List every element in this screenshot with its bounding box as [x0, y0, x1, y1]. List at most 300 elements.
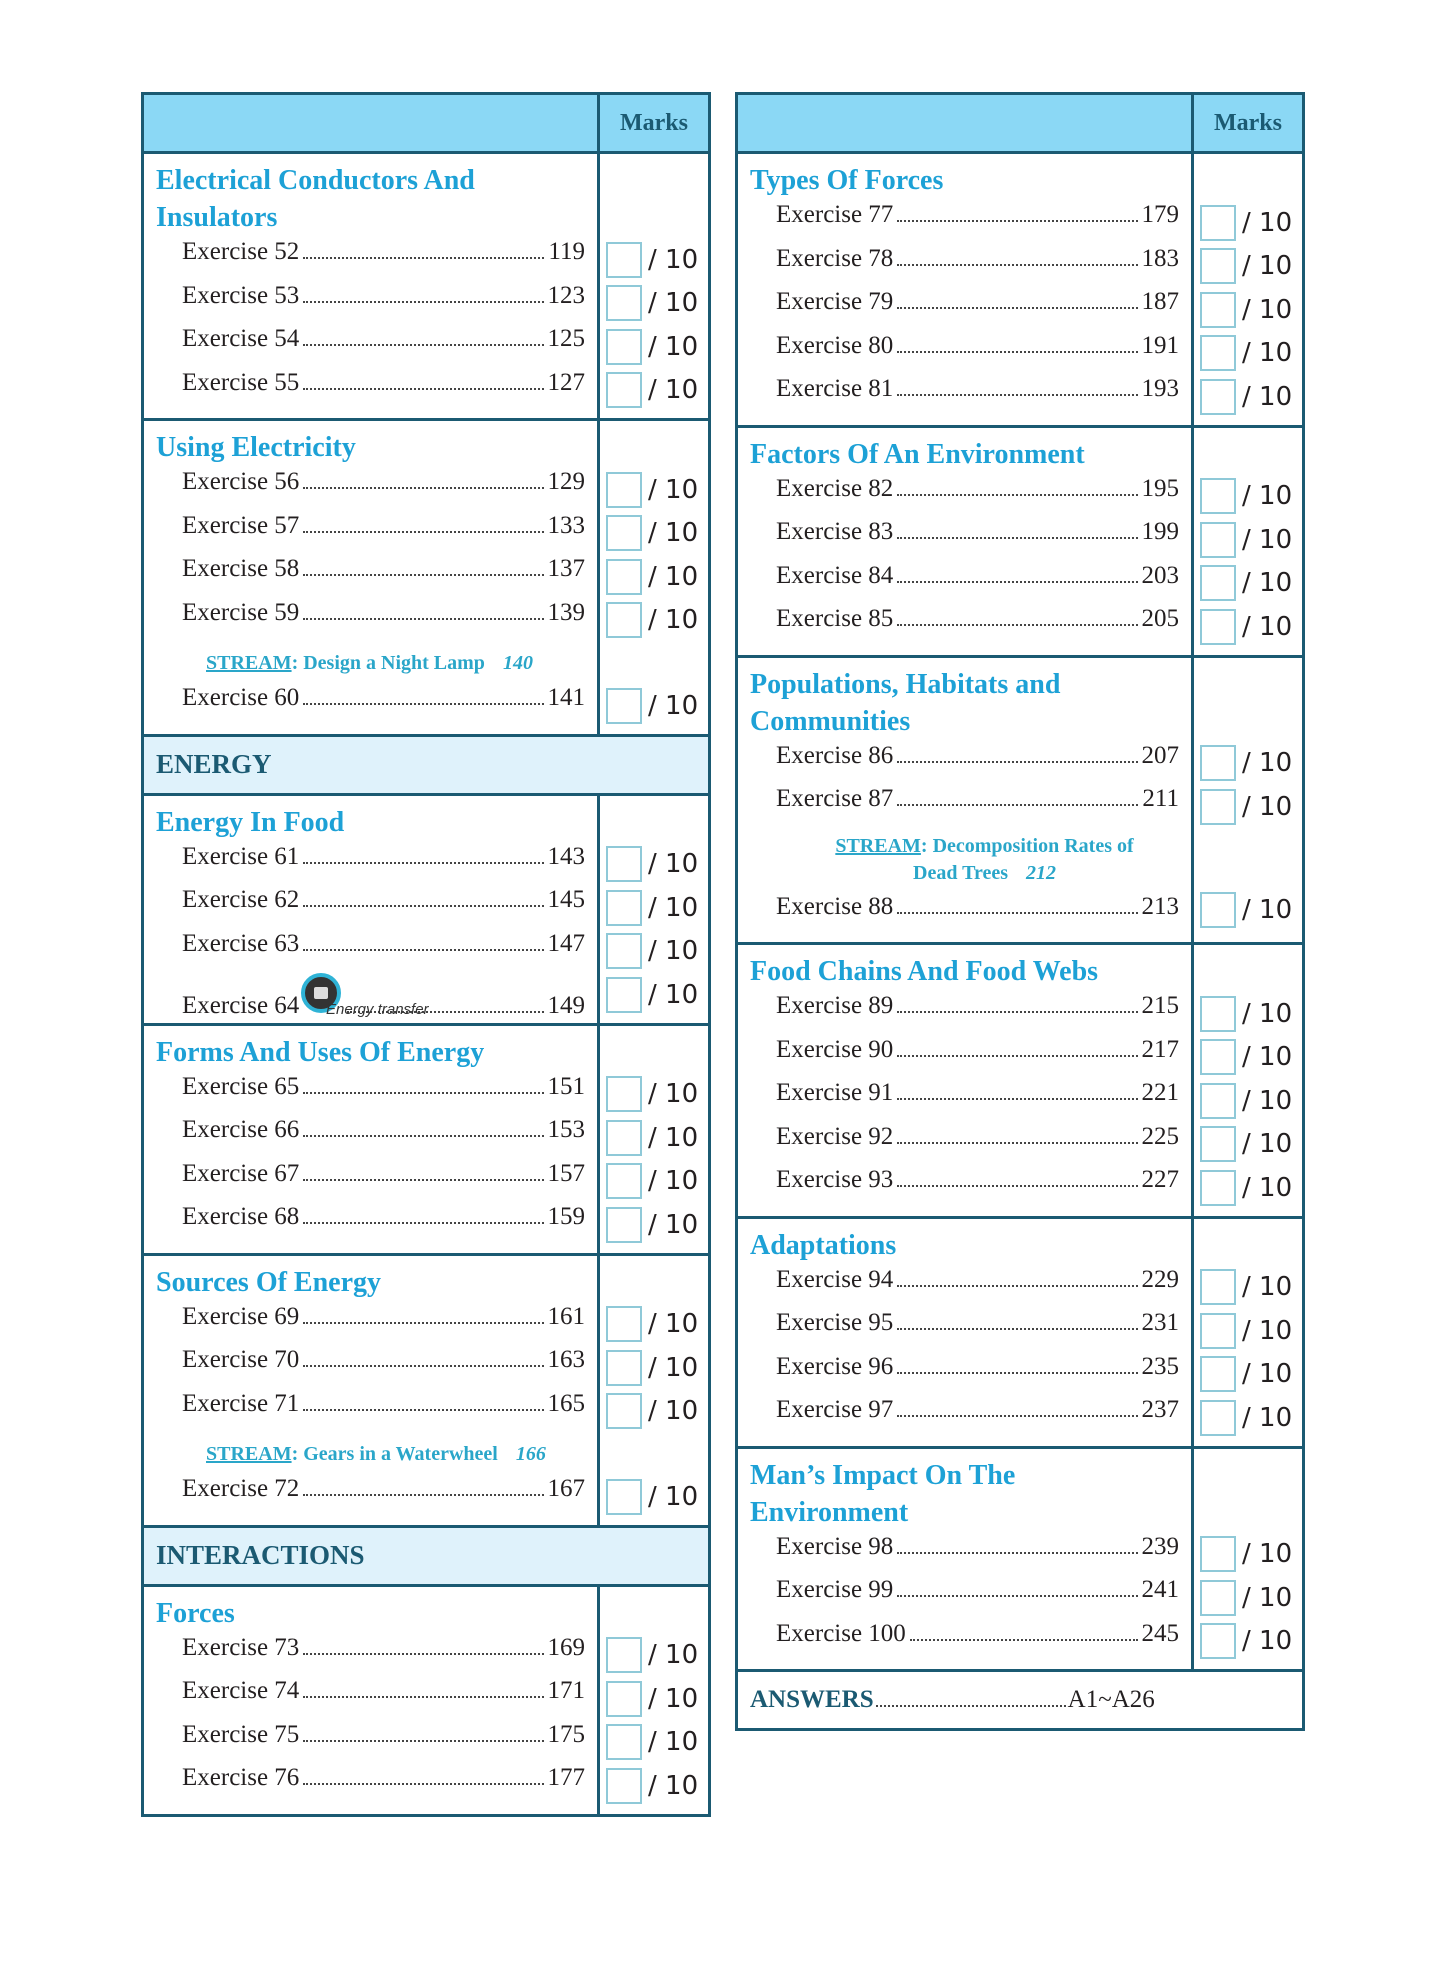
marks-input-box[interactable]	[606, 1076, 642, 1112]
page-number: 211	[1142, 785, 1179, 812]
marks-out-of: / 10	[1242, 481, 1293, 512]
exercise-row[interactable]	[750, 1309, 1179, 1353]
marks-cell	[600, 325, 708, 369]
marks-cell	[1194, 245, 1302, 289]
marks-cell	[1194, 785, 1302, 829]
marks-cell	[600, 512, 708, 556]
marks-cell	[600, 973, 708, 1017]
exercise-row[interactable]	[156, 512, 585, 556]
exercise-row[interactable]	[750, 1620, 1179, 1664]
dot-leader	[303, 949, 543, 951]
exercise-row[interactable]	[156, 1346, 585, 1390]
right-contents-table	[735, 92, 1305, 1731]
exercise-row[interactable]	[750, 1079, 1179, 1123]
exercise-row[interactable]	[750, 1166, 1179, 1210]
topic-title[interactable]: Electrical Conductors And Insulators	[156, 165, 475, 233]
dot-leader	[897, 1055, 1137, 1057]
topic-title[interactable]: Populations, Habitats and Communities	[750, 668, 1061, 737]
marks-cell	[1194, 475, 1302, 519]
energy-transfer-caption: Energy transfer	[326, 1001, 429, 1018]
marks-input-box[interactable]	[1200, 335, 1236, 371]
exercise-row[interactable]	[156, 973, 585, 1017]
exercise-label: Exercise 95	[776, 1309, 894, 1336]
page-number: 169	[547, 1633, 585, 1661]
topic-title[interactable]: Adaptations	[750, 1229, 897, 1261]
exercise-row[interactable]	[156, 843, 585, 887]
topic-entries	[738, 658, 1194, 943]
marks-out-of: / 10	[1242, 1359, 1293, 1390]
marks-cell	[600, 843, 708, 887]
topic-section	[738, 1219, 1302, 1449]
marks-out-of: / 10	[1242, 1315, 1293, 1346]
table-header	[144, 95, 708, 154]
topic-entries	[738, 154, 1194, 425]
page-number: 119	[548, 238, 585, 265]
page-number: 207	[1141, 741, 1179, 769]
exercise-label: Exercise 56	[182, 468, 300, 495]
stream-page: 212	[1026, 861, 1056, 884]
marks-column	[1194, 428, 1302, 655]
exercise-row[interactable]	[750, 742, 1179, 786]
marks-input-box[interactable]	[1200, 205, 1236, 241]
marks-cell	[600, 930, 708, 974]
dot-leader	[303, 1179, 543, 1181]
marks-out-of: / 10	[1242, 524, 1293, 555]
marks-column	[600, 421, 708, 734]
page-number: 123	[547, 281, 585, 309]
marks-input-box[interactable]	[606, 977, 642, 1013]
marks-input-box[interactable]	[1200, 522, 1236, 558]
marks-out-of: / 10	[1242, 1085, 1293, 1116]
marks-input-box[interactable]	[1200, 1170, 1236, 1206]
marks-cell	[1194, 1533, 1302, 1577]
exercise-row[interactable]	[750, 332, 1179, 376]
marks-out-of: / 10	[648, 1396, 699, 1427]
exercise-label: Exercise 97	[776, 1396, 894, 1423]
dot-leader	[303, 1653, 543, 1655]
exercise-label: Exercise 74	[182, 1677, 300, 1704]
topic-section	[144, 154, 708, 421]
dot-leader	[897, 1011, 1137, 1013]
marks-input-box[interactable]	[606, 1681, 642, 1717]
dot-leader	[303, 1696, 543, 1698]
marks-input-box[interactable]	[606, 846, 642, 882]
topic-title[interactable]: Types Of Forces	[750, 165, 944, 196]
exercise-label: Exercise 83	[776, 518, 894, 545]
marks-out-of: / 10	[648, 375, 699, 406]
exercise-row[interactable]	[750, 562, 1179, 606]
stream-activity-link[interactable]	[156, 642, 585, 684]
exercise-label: Exercise 59	[182, 598, 300, 626]
marks-cell	[1194, 375, 1302, 419]
marks-cell	[600, 1721, 708, 1765]
marks-input-box[interactable]	[1200, 565, 1236, 601]
marks-column	[600, 796, 708, 1023]
exercise-row[interactable]	[750, 1266, 1179, 1310]
stream-activity-link[interactable]	[750, 829, 1179, 893]
page-number: 177	[547, 1764, 585, 1791]
topic-title[interactable]: Forms And Uses Of Energy	[156, 1036, 485, 1068]
marks-cell	[1194, 992, 1302, 1036]
marks-input-box[interactable]	[1200, 745, 1236, 781]
topic-title[interactable]: Man’s Impact On The Environment	[750, 1459, 1016, 1528]
marks-input-box[interactable]	[606, 1350, 642, 1386]
marks-column	[600, 1587, 708, 1814]
marks-out-of: / 10	[648, 1079, 699, 1110]
marks-input-box[interactable]	[1200, 1269, 1236, 1305]
exercise-row[interactable]	[156, 1721, 585, 1765]
exercise-label: Exercise 78	[776, 244, 894, 272]
marks-out-of: / 10	[648, 244, 699, 275]
marks-input-box[interactable]	[1200, 1039, 1236, 1075]
title-spacer	[1194, 953, 1302, 992]
dot-leader	[897, 1185, 1137, 1187]
topic-section	[738, 428, 1302, 658]
marks-cell	[600, 238, 708, 282]
exercise-row[interactable]	[156, 1634, 585, 1678]
dot-leader	[303, 1322, 543, 1324]
dot-leader	[897, 1595, 1137, 1597]
stream-title: : Decomposition Rates of	[920, 834, 1134, 857]
page-number: 229	[1141, 1265, 1179, 1293]
exercise-label: Exercise 65	[182, 1072, 300, 1100]
marks-input-box[interactable]	[606, 602, 642, 638]
exercise-row[interactable]	[156, 468, 585, 512]
page-number: 237	[1141, 1396, 1179, 1423]
topic-title[interactable]: Forces	[156, 1597, 235, 1629]
exercise-row[interactable]	[156, 1073, 585, 1117]
marks-cell	[1194, 1079, 1302, 1123]
page-number: 215	[1141, 992, 1179, 1019]
marks-input-box[interactable]	[1200, 789, 1236, 825]
exercise-label: Exercise 52	[182, 238, 300, 265]
marks-out-of: / 10	[648, 1352, 699, 1383]
marks-out-of: / 10	[1242, 338, 1293, 369]
marks-input-box[interactable]	[606, 242, 642, 278]
dot-leader	[897, 351, 1137, 353]
marks-out-of: / 10	[648, 1481, 699, 1512]
topic-entries	[144, 1026, 600, 1253]
topic-title[interactable]: Energy In Food	[156, 806, 345, 838]
exercise-row[interactable]	[156, 1160, 585, 1204]
dot-leader	[303, 1365, 543, 1367]
page-number: 129	[547, 468, 585, 495]
marks-out-of: / 10	[648, 1166, 699, 1197]
page-number: 193	[1141, 375, 1179, 402]
page-number: 241	[1141, 1576, 1179, 1603]
marks-out-of: / 10	[1242, 998, 1293, 1029]
marks-cell	[1194, 1123, 1302, 1167]
dot-leader	[897, 220, 1137, 222]
marks-input-box[interactable]	[1200, 1356, 1236, 1392]
dot-leader	[303, 487, 543, 489]
title-spacer	[600, 1595, 708, 1634]
dot-leader	[897, 1285, 1137, 1287]
dot-leader	[897, 912, 1137, 914]
title-spacer	[600, 1034, 708, 1073]
exercise-row[interactable]	[750, 518, 1179, 562]
exercise-row[interactable]	[156, 282, 585, 326]
marks-input-box[interactable]	[1200, 1580, 1236, 1616]
page-number: 167	[547, 1475, 585, 1502]
exercise-row[interactable]	[750, 785, 1179, 829]
marks-cell	[1194, 1309, 1302, 1353]
topic-title[interactable]: Food Chains And Food Webs	[750, 956, 1099, 987]
page-number: 153	[547, 1116, 585, 1143]
exercise-row[interactable]	[156, 325, 585, 369]
exercise-label: Exercise 60	[182, 684, 300, 711]
exercise-row[interactable]	[156, 555, 585, 599]
title-spacer	[1194, 666, 1302, 742]
marks-out-of: / 10	[648, 1640, 699, 1671]
page-number: 187	[1141, 288, 1179, 315]
marks-input-box[interactable]	[606, 472, 642, 508]
marks-cell	[600, 1303, 708, 1347]
marks-out-of: / 10	[1242, 748, 1293, 779]
dot-leader	[303, 574, 543, 576]
exercise-row[interactable]	[750, 1396, 1179, 1440]
dot-leader	[303, 703, 543, 705]
marks-input-box[interactable]	[606, 329, 642, 365]
marks-input-box[interactable]	[1200, 1126, 1236, 1162]
exercise-row[interactable]	[750, 288, 1179, 332]
exercise-label: Exercise 80	[776, 331, 894, 359]
dot-leader	[897, 1372, 1137, 1374]
marks-cell	[1194, 332, 1302, 376]
marks-input-box[interactable]	[1200, 1536, 1236, 1572]
exercise-row[interactable]	[156, 1677, 585, 1721]
exercise-label: Exercise 81	[776, 375, 894, 402]
marks-input-box[interactable]	[1200, 609, 1236, 645]
stream-activity-link[interactable]	[156, 1433, 585, 1475]
marks-out-of: / 10	[648, 1122, 699, 1153]
topic-section	[144, 796, 708, 1026]
exercise-row[interactable]	[750, 992, 1179, 1036]
page-number: 199	[1141, 518, 1179, 545]
unit-band-energy: ENERGY	[144, 737, 708, 796]
marks-out-of: / 10	[648, 474, 699, 505]
topic-section	[738, 1449, 1302, 1673]
dot-leader	[303, 344, 543, 346]
marks-input-box[interactable]	[1200, 1083, 1236, 1119]
exercise-row[interactable]	[156, 1475, 585, 1519]
marks-out-of: / 10	[648, 561, 699, 592]
marks-out-of: / 10	[1242, 895, 1293, 926]
dot-leader	[897, 1415, 1137, 1417]
marks-out-of: / 10	[1242, 1129, 1293, 1160]
exercise-label: Exercise 99	[776, 1576, 894, 1603]
marks-input-box[interactable]	[606, 933, 642, 969]
exercise-label: Exercise 98	[776, 1532, 894, 1560]
marks-out-of: / 10	[1242, 1539, 1293, 1570]
answers-pages: A1~A26	[1067, 1686, 1155, 1713]
dot-leader	[897, 494, 1137, 496]
marks-cell	[1194, 288, 1302, 332]
dot-leader	[303, 1494, 543, 1496]
marks-cell	[600, 1116, 708, 1160]
topic-entries	[144, 1256, 600, 1525]
marks-input-box[interactable]	[1200, 248, 1236, 284]
exercise-row[interactable]	[156, 1303, 585, 1347]
marks-input-box[interactable]	[606, 1768, 642, 1804]
exercise-label: Exercise 88	[776, 892, 894, 920]
marks-out-of: / 10	[648, 979, 699, 1010]
exercise-row[interactable]	[750, 1353, 1179, 1397]
marks-header: Marks	[1214, 109, 1282, 136]
marks-input-box[interactable]	[606, 559, 642, 595]
topic-section	[738, 154, 1302, 428]
dot-leader	[303, 618, 543, 620]
marks-input-box[interactable]	[606, 1637, 642, 1673]
exercise-row[interactable]	[156, 1390, 585, 1434]
marks-input-box[interactable]	[606, 688, 642, 724]
marks-out-of: / 10	[1242, 791, 1293, 822]
exercise-row[interactable]	[156, 599, 585, 643]
marks-out-of: / 10	[1242, 1582, 1293, 1613]
marks-out-of: / 10	[1242, 1626, 1293, 1657]
exercise-row[interactable]	[750, 375, 1179, 419]
exercise-label: Exercise 94	[776, 1265, 894, 1293]
page-number: 245	[1141, 1619, 1179, 1647]
topic-title[interactable]: Using Electricity	[156, 432, 356, 463]
marks-input-box[interactable]	[606, 1393, 642, 1429]
exercise-label: Exercise 87	[776, 785, 894, 812]
marks-input-box[interactable]	[606, 285, 642, 321]
marks-out-of: / 10	[648, 1770, 699, 1801]
topic-title[interactable]: Sources Of Energy	[156, 1266, 382, 1298]
exercise-row[interactable]	[156, 1764, 585, 1808]
marks-input-box[interactable]	[606, 1479, 642, 1515]
stream-title: : Gears in a Waterwheel	[291, 1442, 498, 1465]
marks-cell	[600, 369, 708, 413]
marks-out-of: / 10	[648, 288, 699, 319]
topic-section	[738, 658, 1302, 946]
dot-leader	[897, 307, 1137, 309]
stream-prefix: STREAM	[835, 834, 921, 857]
topic-title[interactable]: Factors Of An Environment	[750, 438, 1085, 470]
exercise-label: Exercise 72	[182, 1475, 300, 1502]
exercise-row[interactable]	[156, 886, 585, 930]
exercise-row[interactable]	[750, 475, 1179, 519]
marks-input-box[interactable]	[1200, 1400, 1236, 1436]
marks-input-box[interactable]	[606, 1724, 642, 1760]
page-number: 221	[1141, 1079, 1179, 1106]
exercise-row[interactable]	[156, 238, 585, 282]
exercise-row[interactable]	[750, 893, 1179, 937]
answers-row[interactable]	[738, 1672, 1302, 1728]
exercise-row[interactable]	[156, 369, 585, 413]
marks-input-box[interactable]	[1200, 1313, 1236, 1349]
exercise-row[interactable]	[156, 684, 585, 728]
marks-input-box[interactable]	[1200, 892, 1236, 928]
exercise-row[interactable]	[750, 1123, 1179, 1167]
marks-column	[1194, 1449, 1302, 1670]
marks-cell	[1194, 1353, 1302, 1397]
marks-input-box[interactable]	[606, 890, 642, 926]
page-number: 127	[547, 368, 585, 396]
marks-cell	[1194, 605, 1302, 649]
exercise-label: Exercise 82	[776, 474, 894, 502]
marks-input-box[interactable]	[606, 372, 642, 408]
marks-input-box[interactable]	[1200, 379, 1236, 415]
exercise-row[interactable]	[750, 201, 1179, 245]
topic-entries	[144, 1587, 600, 1814]
marks-cell	[1194, 1036, 1302, 1080]
marks-cell	[600, 1203, 708, 1247]
page-number: 139	[547, 598, 585, 626]
exercise-row[interactable]	[750, 605, 1179, 649]
marks-column	[1194, 1219, 1302, 1446]
page-number: 171	[547, 1677, 585, 1704]
topic-entries	[144, 796, 600, 1023]
marks-input-box[interactable]	[606, 1207, 642, 1243]
answers-label: ANSWERS	[750, 1686, 874, 1713]
marks-cell	[600, 599, 708, 643]
exercise-row[interactable]	[156, 930, 585, 974]
page-number: 133	[547, 511, 585, 539]
exercise-row[interactable]	[750, 1533, 1179, 1577]
page-number: 163	[547, 1346, 585, 1373]
marks-out-of: / 10	[648, 936, 699, 967]
exercise-row[interactable]	[156, 1203, 585, 1247]
stream-spacer	[600, 642, 708, 684]
marks-cell	[1194, 1396, 1302, 1440]
marks-cell	[600, 886, 708, 930]
marks-header: Marks	[620, 109, 688, 136]
page-number: 179	[1141, 201, 1179, 228]
marks-input-box[interactable]	[606, 1163, 642, 1199]
marks-column	[600, 1026, 708, 1253]
marks-out-of: / 10	[648, 1309, 699, 1340]
topic-section	[144, 421, 708, 737]
unit-band-interactions: INTERACTIONS	[144, 1528, 708, 1587]
marks-cell	[600, 1390, 708, 1434]
exercise-row[interactable]	[750, 1036, 1179, 1080]
marks-input-box[interactable]	[1200, 996, 1236, 1032]
marks-input-box[interactable]	[1200, 292, 1236, 328]
dot-leader	[303, 257, 544, 259]
marks-input-box[interactable]	[606, 1120, 642, 1156]
marks-input-box[interactable]	[606, 1306, 642, 1342]
dot-leader	[303, 1092, 543, 1094]
dot-leader	[303, 1740, 543, 1742]
marks-input-box[interactable]	[1200, 1623, 1236, 1659]
page-number: 159	[547, 1203, 585, 1230]
marks-input-box[interactable]	[606, 515, 642, 551]
dot-leader	[897, 581, 1137, 583]
topic-section	[144, 1587, 708, 1814]
exercise-label: Exercise 76	[182, 1764, 300, 1791]
marks-input-box[interactable]	[1200, 478, 1236, 514]
page-number: 151	[547, 1072, 585, 1100]
exercise-label: Exercise 75	[182, 1720, 300, 1748]
marks-cell	[600, 555, 708, 599]
marks-out-of: / 10	[1242, 207, 1293, 238]
page-number: 191	[1141, 331, 1179, 359]
exercise-row[interactable]	[156, 1116, 585, 1160]
topic-entries	[738, 428, 1194, 655]
page-number: 235	[1141, 1352, 1179, 1380]
title-spacer	[600, 804, 708, 843]
exercise-row[interactable]	[750, 1576, 1179, 1620]
dot-leader	[897, 1098, 1137, 1100]
dot-leader	[303, 1783, 543, 1785]
marks-out-of: / 10	[648, 892, 699, 923]
exercise-row[interactable]	[750, 245, 1179, 289]
exercise-label: Exercise 84	[776, 561, 894, 589]
topic-section	[738, 945, 1302, 1219]
topic-section	[144, 1256, 708, 1528]
